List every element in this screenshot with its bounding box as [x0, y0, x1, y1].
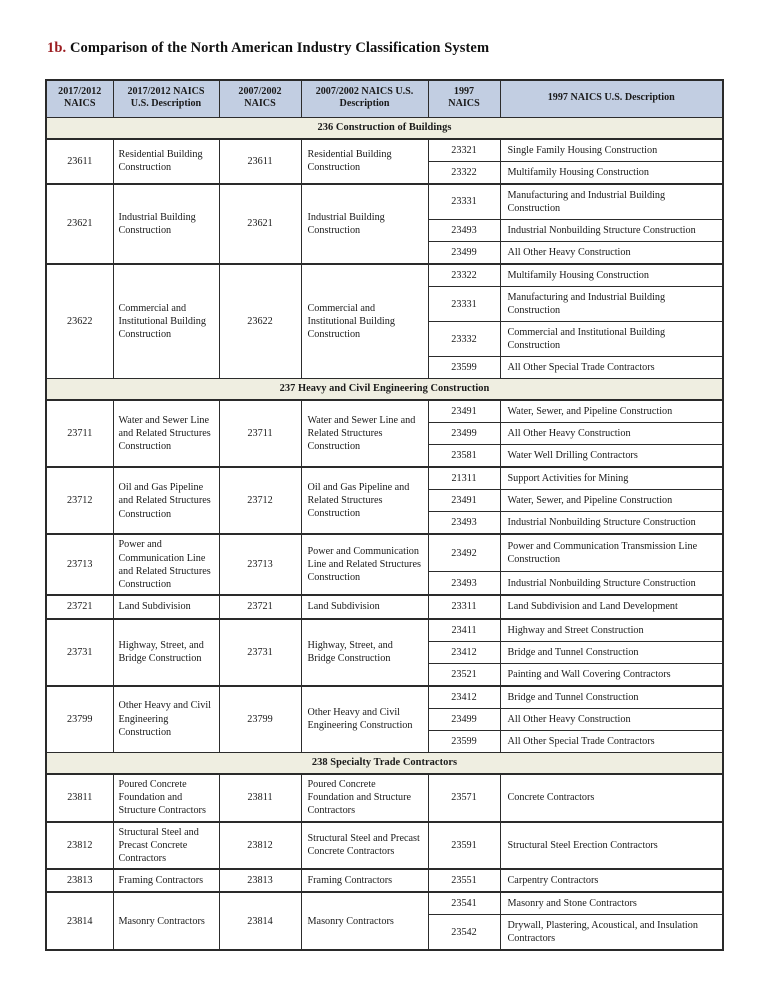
table-row [46, 822, 723, 870]
table-header [46, 80, 723, 117]
column-header-line: 1997 [453, 86, 475, 97]
table-row [46, 264, 723, 287]
cell-naics-1997-description: Land Subdivision and Land Development [500, 595, 723, 618]
cell-naics-2007-code: 23712 [219, 467, 301, 534]
cell-naics-2007-code: 23811 [219, 774, 301, 822]
table-body [46, 117, 723, 950]
column-header-6 [500, 80, 723, 117]
cell-naics-1997-code: 23332 [428, 322, 500, 357]
cell-naics-1997-code: 23541 [428, 892, 500, 915]
cell-naics-1997-description: Water, Sewer, and Pipeline Construction [500, 490, 723, 512]
cell-naics-2007-code: 23611 [219, 139, 301, 184]
cell-naics-2007-description: Masonry Contractors [301, 892, 428, 950]
cell-naics-1997-code: 23412 [428, 686, 500, 709]
cell-naics-1997-description: All Other Heavy Construction [500, 423, 723, 445]
column-header-4 [301, 80, 428, 117]
cell-naics-2017-description: Highway, Street, and Bridge Construction [113, 619, 219, 686]
cell-naics-1997-code: 23492 [428, 534, 500, 571]
cell-naics-2017-description: Masonry Contractors [113, 892, 219, 950]
cell-naics-2007-code: 23814 [219, 892, 301, 950]
cell-naics-2007-description: Poured Concrete Foundation and Structure Contractors [301, 774, 428, 822]
column-header-2 [113, 80, 219, 117]
cell-naics-1997-description: Industrial Nonbuilding Structure Construction [500, 219, 723, 241]
cell-naics-2017-description: Other Heavy and Civil Engineering Construction [113, 686, 219, 753]
cell-naics-1997-code: 23322 [428, 264, 500, 287]
table-row [46, 534, 723, 571]
cell-naics-1997-description: Support Activities for Mining [500, 467, 723, 490]
cell-naics-1997-description: Drywall, Plastering, Acoustical, and Insulation Contractors [500, 915, 723, 951]
column-header-line: 2017/2012 [58, 86, 102, 97]
section-header-row [46, 379, 723, 401]
cell-naics-2017-description: Residential Building Construction [113, 139, 219, 184]
cell-naics-2017-description: Power and Communication Line and Related Structures Construction [113, 534, 219, 595]
cell-naics-2017-code: 23611 [46, 139, 113, 184]
cell-naics-1997-code: 23412 [428, 641, 500, 663]
cell-naics-2007-description: Industrial Building Construction [301, 184, 428, 264]
cell-naics-2007-description: Other Heavy and Civil Engineering Construction [301, 686, 428, 753]
cell-naics-1997-code: 23491 [428, 400, 500, 423]
cell-naics-1997-code: 23551 [428, 869, 500, 892]
section-heading: 236 Construction of Buildings [46, 117, 723, 139]
cell-naics-2007-description: Water and Sewer Line and Related Structures Construction [301, 400, 428, 467]
cell-naics-2007-description: Highway, Street, and Bridge Construction [301, 619, 428, 686]
column-header-line: NAICS [64, 98, 96, 110]
cell-naics-1997-code: 23599 [428, 357, 500, 379]
cell-naics-2007-code: 23813 [219, 869, 301, 892]
cell-naics-2017-code: 23811 [46, 774, 113, 822]
cell-naics-2017-description: Water and Sewer Line and Related Structures Construction [113, 400, 219, 467]
cell-naics-2017-description: Oil and Gas Pipeline and Related Structures Construction [113, 467, 219, 534]
cell-naics-2017-code: 23814 [46, 892, 113, 950]
cell-naics-1997-code: 23571 [428, 774, 500, 822]
cell-naics-2017-description: Land Subdivision [113, 595, 219, 618]
cell-naics-1997-code: 23591 [428, 822, 500, 870]
cell-naics-1997-code: 23321 [428, 139, 500, 162]
cell-naics-1997-code: 23322 [428, 161, 500, 184]
cell-naics-1997-code: 23311 [428, 595, 500, 618]
cell-naics-2017-code: 23812 [46, 822, 113, 870]
cell-naics-1997-code: 23493 [428, 512, 500, 535]
cell-naics-1997-description: Single Family Housing Construction [500, 139, 723, 162]
cell-naics-1997-description: Bridge and Tunnel Construction [500, 641, 723, 663]
column-header-line: NAICS [244, 98, 276, 110]
cell-naics-1997-description: Multifamily Housing Construction [500, 264, 723, 287]
section-heading: 238 Specialty Trade Contractors [46, 752, 723, 774]
cell-naics-2017-code: 23713 [46, 534, 113, 595]
column-header-line: NAICS [448, 98, 480, 110]
section-header-row [46, 752, 723, 774]
table-row [46, 595, 723, 618]
cell-naics-1997-description: Manufacturing and Industrial Building Construction [500, 184, 723, 220]
cell-naics-2017-code: 23712 [46, 467, 113, 534]
cell-naics-2017-description: Commercial and Institutional Building Construction [113, 264, 219, 379]
cell-naics-2007-description: Land Subdivision [301, 595, 428, 618]
cell-naics-1997-description: All Other Special Trade Contractors [500, 730, 723, 752]
cell-naics-2017-code: 23799 [46, 686, 113, 753]
cell-naics-1997-description: Painting and Wall Covering Contractors [500, 663, 723, 686]
cell-naics-2017-description: Poured Concrete Foundation and Structure Contractors [113, 774, 219, 822]
cell-naics-2007-code: 23812 [219, 822, 301, 870]
table-row [46, 869, 723, 892]
column-header-line: 2007/2002 NAICS U.S. [315, 86, 414, 97]
table-row [46, 139, 723, 162]
cell-naics-1997-code: 23493 [428, 219, 500, 241]
cell-naics-2017-description: Framing Contractors [113, 869, 219, 892]
cell-naics-2007-description: Framing Contractors [301, 869, 428, 892]
cell-naics-1997-description: Bridge and Tunnel Construction [500, 686, 723, 709]
cell-naics-1997-code: 23493 [428, 572, 500, 596]
column-header-line: 2007/2002 [238, 86, 282, 97]
table-row [46, 686, 723, 709]
cell-naics-1997-code: 23411 [428, 619, 500, 642]
cell-naics-2017-code: 23813 [46, 869, 113, 892]
cell-naics-2017-code: 23621 [46, 184, 113, 264]
column-header-line: 2017/2012 NAICS [127, 86, 205, 97]
cell-naics-1997-description: All Other Heavy Construction [500, 241, 723, 264]
cell-naics-1997-code: 23331 [428, 184, 500, 220]
cell-naics-2007-code: 23711 [219, 400, 301, 467]
cell-naics-1997-description: Highway and Street Construction [500, 619, 723, 642]
cell-naics-2007-description: Structural Steel and Precast Concrete Contractors [301, 822, 428, 870]
column-header-line: Description [339, 98, 390, 110]
table-header-row [46, 80, 723, 117]
cell-naics-1997-description: Manufacturing and Industrial Building Construction [500, 286, 723, 321]
cell-naics-1997-description: All Other Heavy Construction [500, 708, 723, 730]
cell-naics-2007-code: 23731 [219, 619, 301, 686]
cell-naics-1997-description: Carpentry Contractors [500, 869, 723, 892]
table-row [46, 400, 723, 423]
cell-naics-1997-description: Structural Steel Erection Contractors [500, 822, 723, 870]
cell-naics-2017-description: Structural Steel and Precast Concrete Contractors [113, 822, 219, 870]
cell-naics-2007-code: 23721 [219, 595, 301, 618]
table-row [46, 619, 723, 642]
cell-naics-1997-code: 23542 [428, 915, 500, 951]
cell-naics-2017-code: 23731 [46, 619, 113, 686]
cell-naics-2007-code: 23799 [219, 686, 301, 753]
page-title-number: 1b. [47, 40, 67, 56]
cell-naics-2007-description: Oil and Gas Pipeline and Related Structures Construction [301, 467, 428, 534]
cell-naics-2007-description: Power and Communication Line and Related Structures Construction [301, 534, 428, 595]
table-row [46, 467, 723, 490]
cell-naics-1997-code: 23499 [428, 423, 500, 445]
cell-naics-1997-code: 23499 [428, 241, 500, 264]
naics-comparison-table [45, 79, 724, 951]
cell-naics-1997-description: All Other Special Trade Contractors [500, 357, 723, 379]
cell-naics-1997-code: 23499 [428, 708, 500, 730]
cell-naics-1997-code: 23521 [428, 663, 500, 686]
cell-naics-2017-description: Industrial Building Construction [113, 184, 219, 264]
page-title [47, 40, 489, 57]
cell-naics-1997-description: Industrial Nonbuilding Structure Construction [500, 572, 723, 596]
cell-naics-1997-description: Water, Sewer, and Pipeline Construction [500, 400, 723, 423]
cell-naics-2017-code: 23711 [46, 400, 113, 467]
cell-naics-1997-code: 23581 [428, 445, 500, 468]
cell-naics-2007-code: 23622 [219, 264, 301, 379]
cell-naics-1997-code: 21311 [428, 467, 500, 490]
cell-naics-1997-description: Water Well Drilling Contractors [500, 445, 723, 468]
cell-naics-1997-code: 23599 [428, 730, 500, 752]
column-header-line: U.S. Description [130, 98, 202, 110]
cell-naics-2007-description: Commercial and Institutional Building Construction [301, 264, 428, 379]
table-row [46, 892, 723, 915]
page-title-text: Comparison of the North American Industry Classification System [69, 40, 490, 56]
cell-naics-1997-description: Concrete Contractors [500, 774, 723, 822]
cell-naics-2007-code: 23621 [219, 184, 301, 264]
column-header-line: 1997 NAICS U.S. Description [547, 92, 675, 104]
cell-naics-1997-description: Industrial Nonbuilding Structure Construction [500, 512, 723, 535]
table-row [46, 184, 723, 220]
cell-naics-1997-description: Power and Communication Transmission Line Construction [500, 534, 723, 571]
section-heading: 237 Heavy and Civil Engineering Construction [46, 379, 723, 401]
section-header-row [46, 117, 723, 139]
column-header-3 [219, 80, 301, 117]
cell-naics-2007-code: 23713 [219, 534, 301, 595]
cell-naics-1997-code: 23491 [428, 490, 500, 512]
cell-naics-2017-code: 23721 [46, 595, 113, 618]
table-row [46, 774, 723, 822]
cell-naics-1997-description: Commercial and Institutional Building Construction [500, 322, 723, 357]
cell-naics-2007-description: Residential Building Construction [301, 139, 428, 184]
cell-naics-1997-description: Multifamily Housing Construction [500, 161, 723, 184]
cell-naics-1997-code: 23331 [428, 286, 500, 321]
column-header-5 [428, 80, 500, 117]
column-header-1 [46, 80, 113, 117]
cell-naics-2017-code: 23622 [46, 264, 113, 379]
cell-naics-1997-description: Masonry and Stone Contractors [500, 892, 723, 915]
